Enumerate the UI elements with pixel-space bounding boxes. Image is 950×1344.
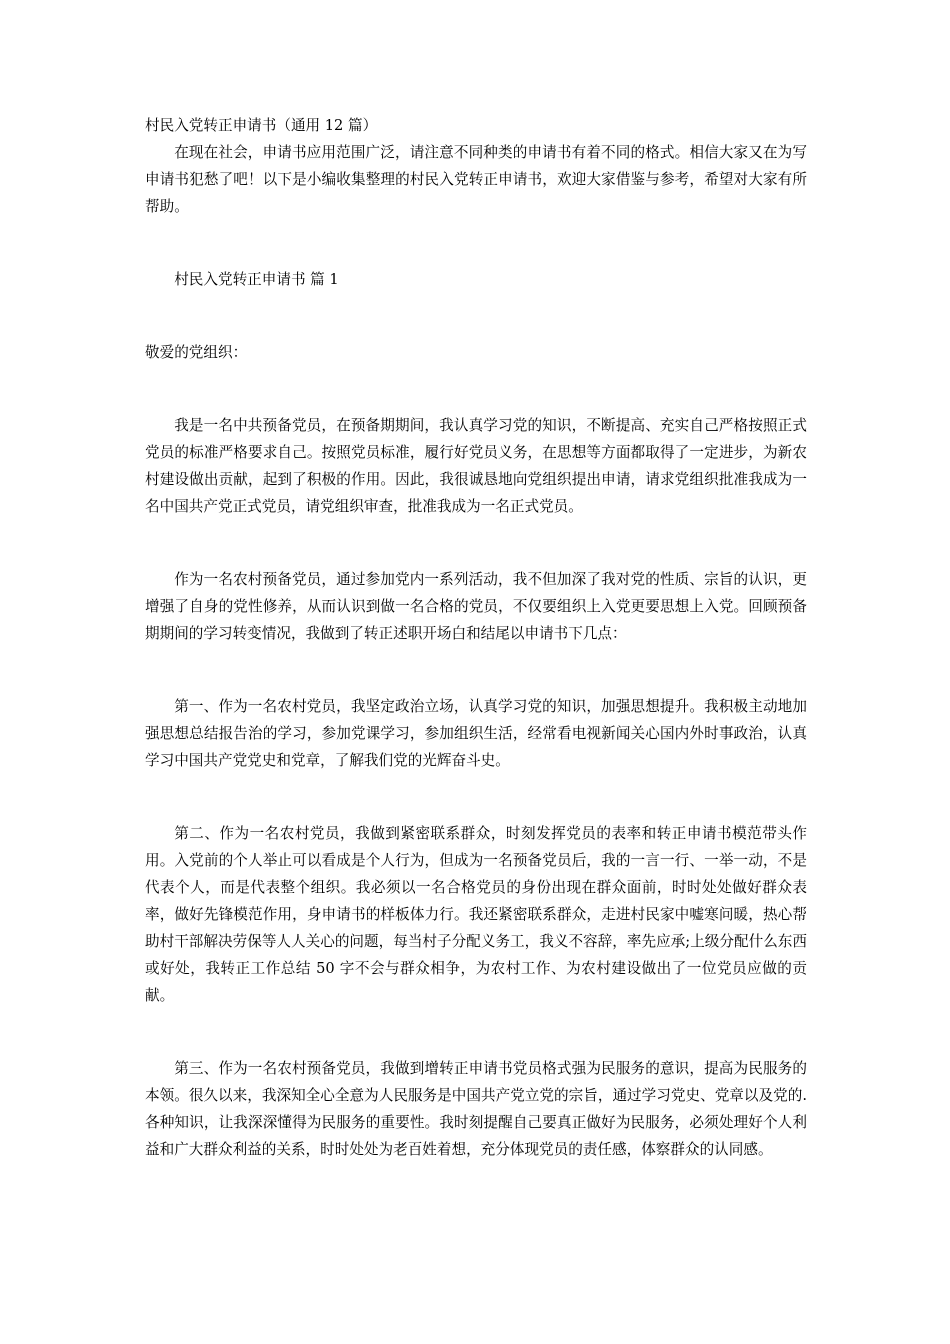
body-paragraph-4: 第二、作为一名农村党员，我做到紧密联系群众，时刻发挥党员的表率和转正申请书模范带头作用。入党前的个人举止可以看成是个人行为，但成为一名预备党员后，我的一言一行、一举一动，不是代表个人，而是代表整个组织。我必须以一名合格党员的身份出现在群众面前，时时处处做好群众表率，做好先锋模范作用，身申请书的样板体力行。我还紧密联系群众，走进村民家中嘘寒问暖，热心帮助村干部解决劳保等人人关心的问题，每当村子分配义务工，我义不容辞，率先应承;上级分配什么东西或好处，我转正工作总结 50 字不会与群众相争，为农村工作、为农村建设做出了一位党员应做的贡献。 <box>145 825 807 1004</box>
document-title: 村民入党转正申请书（通用 12 篇） <box>145 117 378 134</box>
spacer <box>145 520 807 566</box>
body-paragraph-3: 第一、作为一名农村党员，我坚定政治立场，认真学习党的知识，加强思想提升。我积极主动地加强思想总结报告治的学习，参加党课学习，参加组织生活，经常看电视新闻关心国内外时事政治，认真学习中国共产党党史和党章，了解我们党的光辉奋斗史。 <box>145 698 807 769</box>
spacer <box>145 647 807 693</box>
spacer <box>145 220 807 266</box>
spacer <box>145 366 807 412</box>
body-paragraph-5: 第三、作为一名农村预备党员，我做到增转正申请书党员格式强为民服务的意识，提高为民服务的本领。很久以来，我深知全心全意为人民服务是中国共产党立党的宗旨，通过学习党史、党章以及党的.各种知识，让我深深懂得为民服务的重要性。我时刻提醒自己要真正做好为民服务，必须处理好个人利益和广大群众利益的关系，时时处处为老百姓着想，充分体现党员的责任感，体察群众的认同感。 <box>145 1060 807 1158</box>
spacer <box>145 1009 807 1055</box>
document-page <box>145 112 807 1163</box>
salutation: 敬爱的党组织： <box>145 344 248 361</box>
body-paragraph-1: 我是一名中共预备党员，在预备期期间，我认真学习党的知识，不断提高、充实自己严格按照正式党员的标准严格要求自己。按照党员标准，履行好党员义务，在思想等方面都取得了一定进步，为新农村建设做出贡献，起到了积极的作用。因此，我很诚恳地向党组织提出申请，请求党组织批准我成为一名中国共产党正式党员，请党组织审查，批准我成为一名正式党员。 <box>145 417 807 515</box>
section-heading: 村民入党转正申请书 篇 1 <box>174 271 339 288</box>
body-paragraph-2: 作为一名农村预备党员，通过参加党内一系列活动，我不但加深了我对党的性质、宗旨的认识，更增强了自身的党性修养，从而认识到做一名合格的党员，不仅要组织上入党更要思想上入党。回顾预备期期间的学习转变情况，我做到了转正述职开场白和结尾以申请书下几点： <box>145 571 807 642</box>
intro-paragraph: 在现在社会，申请书应用范围广泛，请注意不同种类的申请书有着不同的格式。相信大家又在为写申请书犯愁了吧！以下是小编收集整理的村民入党转正申请书，欢迎大家借鉴与参考，希望对大家有所帮助。 <box>145 144 807 215</box>
spacer <box>145 774 807 820</box>
spacer <box>145 293 807 339</box>
